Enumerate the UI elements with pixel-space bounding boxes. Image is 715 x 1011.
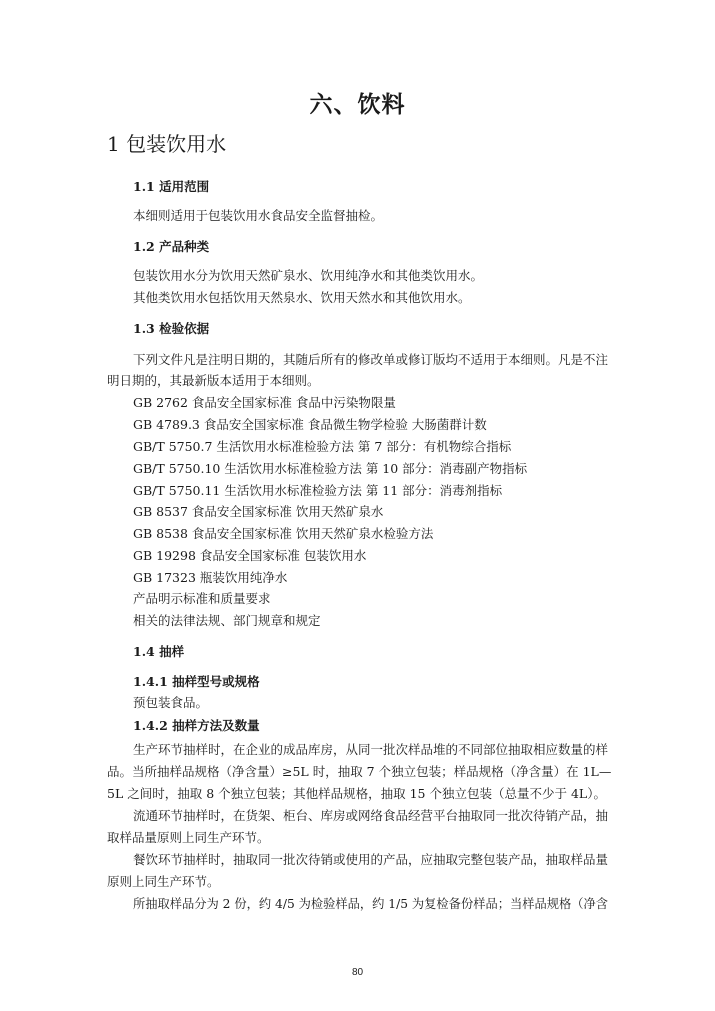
- paragraph-basis-line-1: 下列文件凡是注明日期的，其随后所有的修改单或修订版均不适用于本细则。凡是不注: [133, 352, 609, 367]
- heading-1-2: 1.2 产品种类: [133, 239, 210, 254]
- reference-item: GB 17323 瓶装饮用纯净水: [133, 570, 288, 585]
- reference-item: GB 19298 食品安全国家标准 包装饮用水: [133, 548, 367, 563]
- paragraph-circulation-line-2: 取样品量原则上同生产环节。: [107, 830, 270, 845]
- chapter-title: 六、饮料: [309, 91, 406, 118]
- paragraph-scope: 本细则适用于包装饮用水食品安全监督抽检。: [133, 208, 384, 223]
- reference-item: GB/T 5750.10 生活饮用水标准检验方法 第 10 部分：消毒副产物指标: [133, 461, 528, 476]
- paragraph-production-line-3: 5L 之间时，抽取 8 个独立包装；其他样品规格，抽取 15 个独立包装（总量不少于 4L）。: [107, 786, 606, 801]
- paragraph-catering-line-1: 餐饮环节抽样时，抽取同一批次待销或使用的产品，应抽取完整包装产品，抽取样品量: [133, 852, 609, 867]
- reference-item: GB 8538 食品安全国家标准 饮用天然矿泉水检验方法: [133, 526, 434, 541]
- reference-item: GB 2762 食品安全国家标准 食品中污染物限量: [133, 395, 396, 410]
- heading-1-4-2: 1.4.2 抽样方法及数量: [133, 718, 260, 733]
- paragraph-production-line-2: 品。当所抽样品规格（净含量）≥5L 时，抽取 7 个独立包装；样品规格（净含量）在 1L—: [107, 764, 612, 779]
- paragraph-basis-line-2: 明日期的，其最新版本适用于本细则。: [107, 373, 320, 388]
- reference-item: GB 8537 食品安全国家标准 饮用天然矿泉水: [133, 504, 384, 519]
- page-number: 80: [351, 967, 364, 978]
- section-title: 1 包装饮用水: [107, 132, 227, 156]
- paragraph-categories-2: 其他类饮用水包括饮用天然泉水、饮用天然水和其他饮用水。: [133, 290, 471, 305]
- reference-item: GB/T 5750.7 生活饮用水标准检验方法 第 7 部分：有机物综合指标: [133, 439, 512, 454]
- heading-1-4: 1.4 抽样: [133, 644, 185, 659]
- paragraph-sample-type: 预包装食品。: [133, 695, 209, 710]
- reference-item: GB/T 5750.11 生活饮用水标准检验方法 第 11 部分：消毒剂指标: [133, 483, 503, 498]
- heading-1-1: 1.1 适用范围: [133, 179, 210, 194]
- paragraph-categories-1: 包装饮用水分为饮用天然矿泉水、饮用纯净水和其他类饮用水。: [133, 268, 484, 283]
- heading-1-4-1: 1.4.1 抽样型号或规格: [133, 674, 260, 689]
- paragraph-catering-line-2: 原则上同生产环节。: [107, 874, 220, 889]
- paragraph-circulation-line-1: 流通环节抽样时，在货架、柜台、库房或网络食品经营平台抽取同一批次待销产品，抽: [133, 808, 609, 823]
- paragraph-production-line-1: 生产环节抽样时，在企业的成品库房，从同一批次样品堆的不同部位抽取相应数量的样: [133, 742, 609, 757]
- paragraph-split-line-1: 所抽取样品分为 2 份，约 4/5 为检验样品，约 1/5 为复检备份样品；当样品规格（净含: [133, 896, 608, 911]
- heading-1-3: 1.3 检验依据: [133, 321, 210, 336]
- reference-item: GB 4789.3 食品安全国家标准 食品微生物学检验 大肠菌群计数: [133, 417, 487, 432]
- reference-item: 产品明示标准和质量要求: [133, 591, 271, 606]
- reference-item: 相关的法律法规、部门规章和规定: [133, 613, 321, 628]
